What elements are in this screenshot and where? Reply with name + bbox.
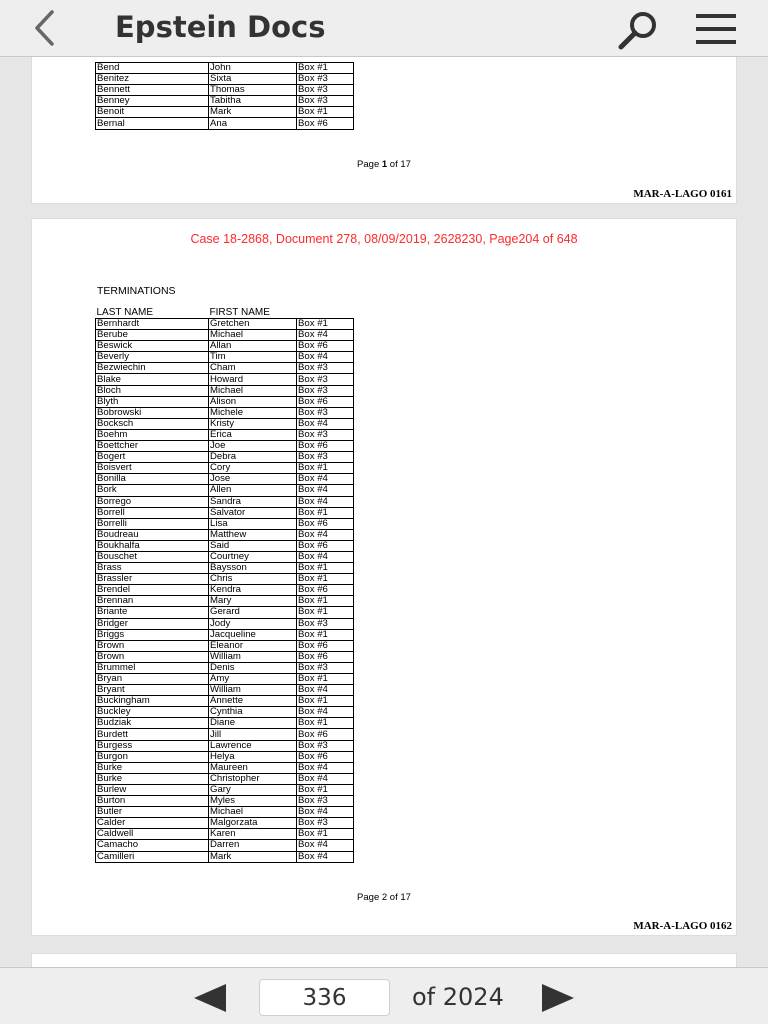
last-name-cell: Caldwell: [96, 829, 209, 840]
page-number-label: Page 2 of 17: [357, 892, 411, 903]
box-cell: Box #4: [297, 851, 354, 862]
box-cell: Box #3: [297, 740, 354, 751]
table-row: [96, 829, 354, 840]
last-name-cell: Blyth: [96, 396, 209, 407]
first-name-cell: Cynthia: [209, 707, 297, 718]
box-cell: Box #3: [297, 385, 354, 396]
table-row: [96, 429, 354, 440]
first-name-cell: Eleanor: [209, 640, 297, 651]
first-name-cell: Kendra: [209, 585, 297, 596]
first-name-cell: Matthew: [209, 529, 297, 540]
box-cell: Box #1: [297, 629, 354, 640]
first-name-cell: Kristy: [209, 418, 297, 429]
last-name-cell: Burdett: [96, 729, 209, 740]
search-button[interactable]: [614, 10, 662, 50]
document-page-2: [31, 218, 737, 936]
first-name-cell: Mark: [209, 851, 297, 862]
last-name-cell: Burke: [96, 762, 209, 773]
triangle-left-icon: [190, 982, 230, 1014]
last-name-cell: Calder: [96, 818, 209, 829]
table-row: [96, 96, 354, 107]
first-name-cell: Jose: [209, 474, 297, 485]
table-row: [96, 485, 354, 496]
first-name-cell: Malgorzata: [209, 818, 297, 829]
box-cell: Box #1: [297, 696, 354, 707]
table-row: [96, 452, 354, 463]
first-name-cell: Debra: [209, 452, 297, 463]
last-name-cell: Brass: [96, 563, 209, 574]
box-cell: Box #3: [297, 796, 354, 807]
chevron-left-icon: [26, 8, 66, 48]
last-name-cell: Bobrowski: [96, 407, 209, 418]
box-cell: Box #4: [297, 496, 354, 507]
first-name-cell: Sixta: [209, 74, 297, 85]
last-name-cell: Beswick: [96, 341, 209, 352]
box-cell: Box #4: [297, 551, 354, 562]
table-row: [96, 729, 354, 740]
last-name-cell: Bocksch: [96, 418, 209, 429]
table-row: [96, 374, 354, 385]
box-cell: Box #1: [297, 107, 354, 118]
first-name-cell: Cham: [209, 363, 297, 374]
last-name-cell: Bernal: [96, 118, 209, 129]
box-cell: Box #1: [297, 507, 354, 518]
first-name-cell: Howard: [209, 374, 297, 385]
menu-button[interactable]: [694, 10, 738, 50]
last-name-cell: Benney: [96, 96, 209, 107]
last-name-cell: Brennan: [96, 596, 209, 607]
last-name-cell: Boettcher: [96, 441, 209, 452]
table-row: [96, 529, 354, 540]
page-total-label: of 2024: [412, 983, 504, 1011]
first-name-cell: Gretchen: [209, 319, 297, 330]
last-name-cell: Camacho: [96, 840, 209, 851]
first-name-cell: Michael: [209, 807, 297, 818]
box-cell: Box #6: [297, 118, 354, 129]
table-row: [96, 352, 354, 363]
first-name-cell: Maureen: [209, 762, 297, 773]
last-name-cell: Bork: [96, 485, 209, 496]
box-cell: Box #4: [297, 485, 354, 496]
last-name-cell: Boehm: [96, 429, 209, 440]
table-row: [96, 563, 354, 574]
box-cell: Box #1: [297, 674, 354, 685]
table-row: [96, 341, 354, 352]
box-cell: Box #4: [297, 762, 354, 773]
last-name-cell: Buckingham: [96, 696, 209, 707]
last-name-cell: Borrelli: [96, 518, 209, 529]
first-name-cell: William: [209, 651, 297, 662]
back-button[interactable]: [26, 8, 66, 48]
table-row: [96, 818, 354, 829]
box-cell: Box #6: [297, 729, 354, 740]
table-header-row: [96, 307, 354, 319]
box-cell: Box #6: [297, 751, 354, 762]
first-name-cell: Jill: [209, 729, 297, 740]
box-cell: Box #1: [297, 63, 354, 74]
table-row: [96, 85, 354, 96]
last-name-cell: Bennett: [96, 85, 209, 96]
box-cell: Box #6: [297, 518, 354, 529]
last-name-cell: Bezwiechin: [96, 363, 209, 374]
document-page-3: [31, 953, 737, 967]
table-row: [96, 596, 354, 607]
table-row: [96, 585, 354, 596]
first-name-cell: Darren: [209, 840, 297, 851]
box-cell: Box #1: [297, 596, 354, 607]
box-cell: Box #1: [297, 607, 354, 618]
last-name-cell: Burgess: [96, 740, 209, 751]
box-cell: Box #3: [297, 818, 354, 829]
table-row: [96, 618, 354, 629]
first-name-cell: Myles: [209, 796, 297, 807]
search-icon: [614, 10, 662, 50]
last-name-cell: Bogert: [96, 452, 209, 463]
last-name-cell: Bryant: [96, 685, 209, 696]
first-name-cell: Annette: [209, 696, 297, 707]
last-name-cell: Boudreau: [96, 529, 209, 540]
box-cell: Box #3: [297, 85, 354, 96]
table-row: [96, 796, 354, 807]
last-name-cell: Butler: [96, 807, 209, 818]
first-name-cell: Mary: [209, 596, 297, 607]
box-cell: Box #1: [297, 563, 354, 574]
table-row: [96, 496, 354, 507]
first-name-cell: Amy: [209, 674, 297, 685]
next-page-button[interactable]: [538, 982, 578, 1014]
table-row: [96, 407, 354, 418]
table-row: [96, 607, 354, 618]
table-row: [96, 363, 354, 374]
box-cell: Box #6: [297, 540, 354, 551]
last-name-cell: Bridger: [96, 618, 209, 629]
table-row: [96, 762, 354, 773]
first-name-cell: Tim: [209, 352, 297, 363]
hamburger-menu-icon: [694, 10, 738, 50]
first-name-cell: Diane: [209, 718, 297, 729]
last-name-cell: Brendel: [96, 585, 209, 596]
last-name-cell: Blake: [96, 374, 209, 385]
table-row: [96, 540, 354, 551]
case-header: Case 18-2868, Document 278, 08/09/2019, 2628230, Page204 of 648: [190, 232, 578, 246]
box-cell: Box #6: [297, 341, 354, 352]
first-name-cell: Michael: [209, 330, 297, 341]
last-name-cell: Brown: [96, 640, 209, 651]
first-name-cell: Allen: [209, 485, 297, 496]
box-cell: Box #1: [297, 574, 354, 585]
table-row: [96, 773, 354, 784]
table-row: [96, 707, 354, 718]
box-cell: Box #1: [297, 463, 354, 474]
box-cell: Box #1: [297, 784, 354, 795]
first-name-cell: Cory: [209, 463, 297, 474]
bates-number: MAR-A-LAGO 0162: [633, 920, 732, 932]
last-name-cell: Boisvert: [96, 463, 209, 474]
last-name-cell: Boukhalfa: [96, 540, 209, 551]
last-name-cell: Bend: [96, 63, 209, 74]
table-row: [96, 463, 354, 474]
box-cell: Box #3: [297, 74, 354, 85]
first-name-cell: John: [209, 63, 297, 74]
table-row: [96, 718, 354, 729]
box-cell: Box #1: [297, 718, 354, 729]
table-row: [96, 518, 354, 529]
first-name-cell: Lawrence: [209, 740, 297, 751]
box-cell: Box #1: [297, 319, 354, 330]
top-app-bar: [0, 0, 768, 57]
first-name-cell: Christopher: [209, 773, 297, 784]
last-name-cell: Briante: [96, 607, 209, 618]
document-page-1: [31, 57, 737, 204]
box-cell: Box #3: [297, 374, 354, 385]
table-row: [96, 507, 354, 518]
first-name-cell: Michael: [209, 385, 297, 396]
box-cell: Box #4: [297, 418, 354, 429]
last-name-cell: Camilleri: [96, 851, 209, 862]
table-row: [96, 685, 354, 696]
first-name-cell: Ana: [209, 118, 297, 129]
box-cell: Box #3: [297, 618, 354, 629]
first-name-cell: Michele: [209, 407, 297, 418]
table-row: [96, 63, 354, 74]
table-row: [96, 574, 354, 585]
first-name-cell: Tabitha: [209, 96, 297, 107]
first-name-cell: Salvator: [209, 507, 297, 518]
first-name-cell: William: [209, 685, 297, 696]
first-name-cell: Jacqueline: [209, 629, 297, 640]
table-row: [96, 319, 354, 330]
last-name-cell: Buckley: [96, 707, 209, 718]
box-cell: Box #4: [297, 807, 354, 818]
table-row: [96, 474, 354, 485]
page-number-input[interactable]: [259, 979, 390, 1016]
box-cell: Box #4: [297, 685, 354, 696]
last-name-cell: Berube: [96, 330, 209, 341]
table-row: [96, 418, 354, 429]
box-cell: Box #4: [297, 330, 354, 341]
box-cell: Box #6: [297, 441, 354, 452]
last-name-cell: Beverly: [96, 352, 209, 363]
first-name-cell: Helya: [209, 751, 297, 762]
column-header: FIRST NAME: [209, 307, 297, 319]
box-cell: Box #4: [297, 707, 354, 718]
first-name-cell: Thomas: [209, 85, 297, 96]
column-header: LAST NAME: [96, 307, 209, 319]
last-name-cell: Benitez: [96, 74, 209, 85]
box-cell: Box #3: [297, 429, 354, 440]
first-name-cell: Baysson: [209, 563, 297, 574]
table-row: [96, 74, 354, 85]
bottom-navigation-bar: [0, 967, 768, 1024]
box-cell: Box #6: [297, 396, 354, 407]
box-cell: Box #6: [297, 651, 354, 662]
table-row: [96, 107, 354, 118]
box-cell: Box #4: [297, 529, 354, 540]
table-row: [96, 751, 354, 762]
table-row: [96, 651, 354, 662]
box-cell: Box #3: [297, 452, 354, 463]
first-name-cell: Alison: [209, 396, 297, 407]
table-row: [96, 640, 354, 651]
last-name-cell: Budziak: [96, 718, 209, 729]
last-name-cell: Bouschet: [96, 551, 209, 562]
box-cell: Box #4: [297, 773, 354, 784]
last-name-cell: Burlew: [96, 784, 209, 795]
first-name-cell: Gary: [209, 784, 297, 795]
box-cell: Box #6: [297, 585, 354, 596]
last-name-cell: Brassler: [96, 574, 209, 585]
table-row: [96, 740, 354, 751]
column-header: [297, 307, 354, 319]
box-cell: Box #3: [297, 662, 354, 673]
roster-table-page-2: [95, 307, 354, 863]
roster-table-page-1: [95, 62, 354, 130]
last-name-cell: Borrell: [96, 507, 209, 518]
last-name-cell: Burton: [96, 796, 209, 807]
table-row: [96, 784, 354, 795]
app-title: Epstein Docs: [115, 10, 326, 44]
table-row: [96, 330, 354, 341]
table-row: [96, 385, 354, 396]
first-name-cell: Allan: [209, 341, 297, 352]
last-name-cell: Brummel: [96, 662, 209, 673]
box-cell: Box #4: [297, 840, 354, 851]
table-row: [96, 118, 354, 129]
first-name-cell: Chris: [209, 574, 297, 585]
last-name-cell: Bonilla: [96, 474, 209, 485]
first-name-cell: Gerard: [209, 607, 297, 618]
table-row: [96, 851, 354, 862]
bates-number: MAR-A-LAGO 0161: [633, 188, 732, 200]
box-cell: Box #3: [297, 407, 354, 418]
box-cell: Box #4: [297, 352, 354, 363]
first-name-cell: Mark: [209, 107, 297, 118]
table-row: [96, 629, 354, 640]
table-row: [96, 840, 354, 851]
last-name-cell: Bryan: [96, 674, 209, 685]
first-name-cell: Karen: [209, 829, 297, 840]
first-name-cell: Erica: [209, 429, 297, 440]
last-name-cell: Bloch: [96, 385, 209, 396]
first-name-cell: Lisa: [209, 518, 297, 529]
box-cell: Box #4: [297, 474, 354, 485]
first-name-cell: Said: [209, 540, 297, 551]
first-name-cell: Denis: [209, 662, 297, 673]
last-name-cell: Burke: [96, 773, 209, 784]
box-cell: Box #1: [297, 829, 354, 840]
last-name-cell: Benoit: [96, 107, 209, 118]
section-title: TERMINATIONS: [97, 285, 176, 297]
last-name-cell: Brown: [96, 651, 209, 662]
table-row: [96, 551, 354, 562]
first-name-cell: Jody: [209, 618, 297, 629]
first-name-cell: Courtney: [209, 551, 297, 562]
last-name-cell: Borrego: [96, 496, 209, 507]
table-row: [96, 807, 354, 818]
table-row: [96, 662, 354, 673]
table-row: [96, 396, 354, 407]
box-cell: Box #6: [297, 640, 354, 651]
table-row: [96, 674, 354, 685]
last-name-cell: Briggs: [96, 629, 209, 640]
table-row: [96, 696, 354, 707]
first-name-cell: Joe: [209, 441, 297, 452]
document-viewer[interactable]: [0, 57, 768, 967]
last-name-cell: Bernhardt: [96, 319, 209, 330]
box-cell: Box #3: [297, 363, 354, 374]
box-cell: Box #3: [297, 96, 354, 107]
previous-page-button[interactable]: [190, 982, 230, 1014]
last-name-cell: Burgon: [96, 751, 209, 762]
table-row: [96, 441, 354, 452]
page-number-label: Page 1 of 17: [357, 159, 411, 170]
triangle-right-icon: [538, 982, 578, 1014]
first-name-cell: Sandra: [209, 496, 297, 507]
